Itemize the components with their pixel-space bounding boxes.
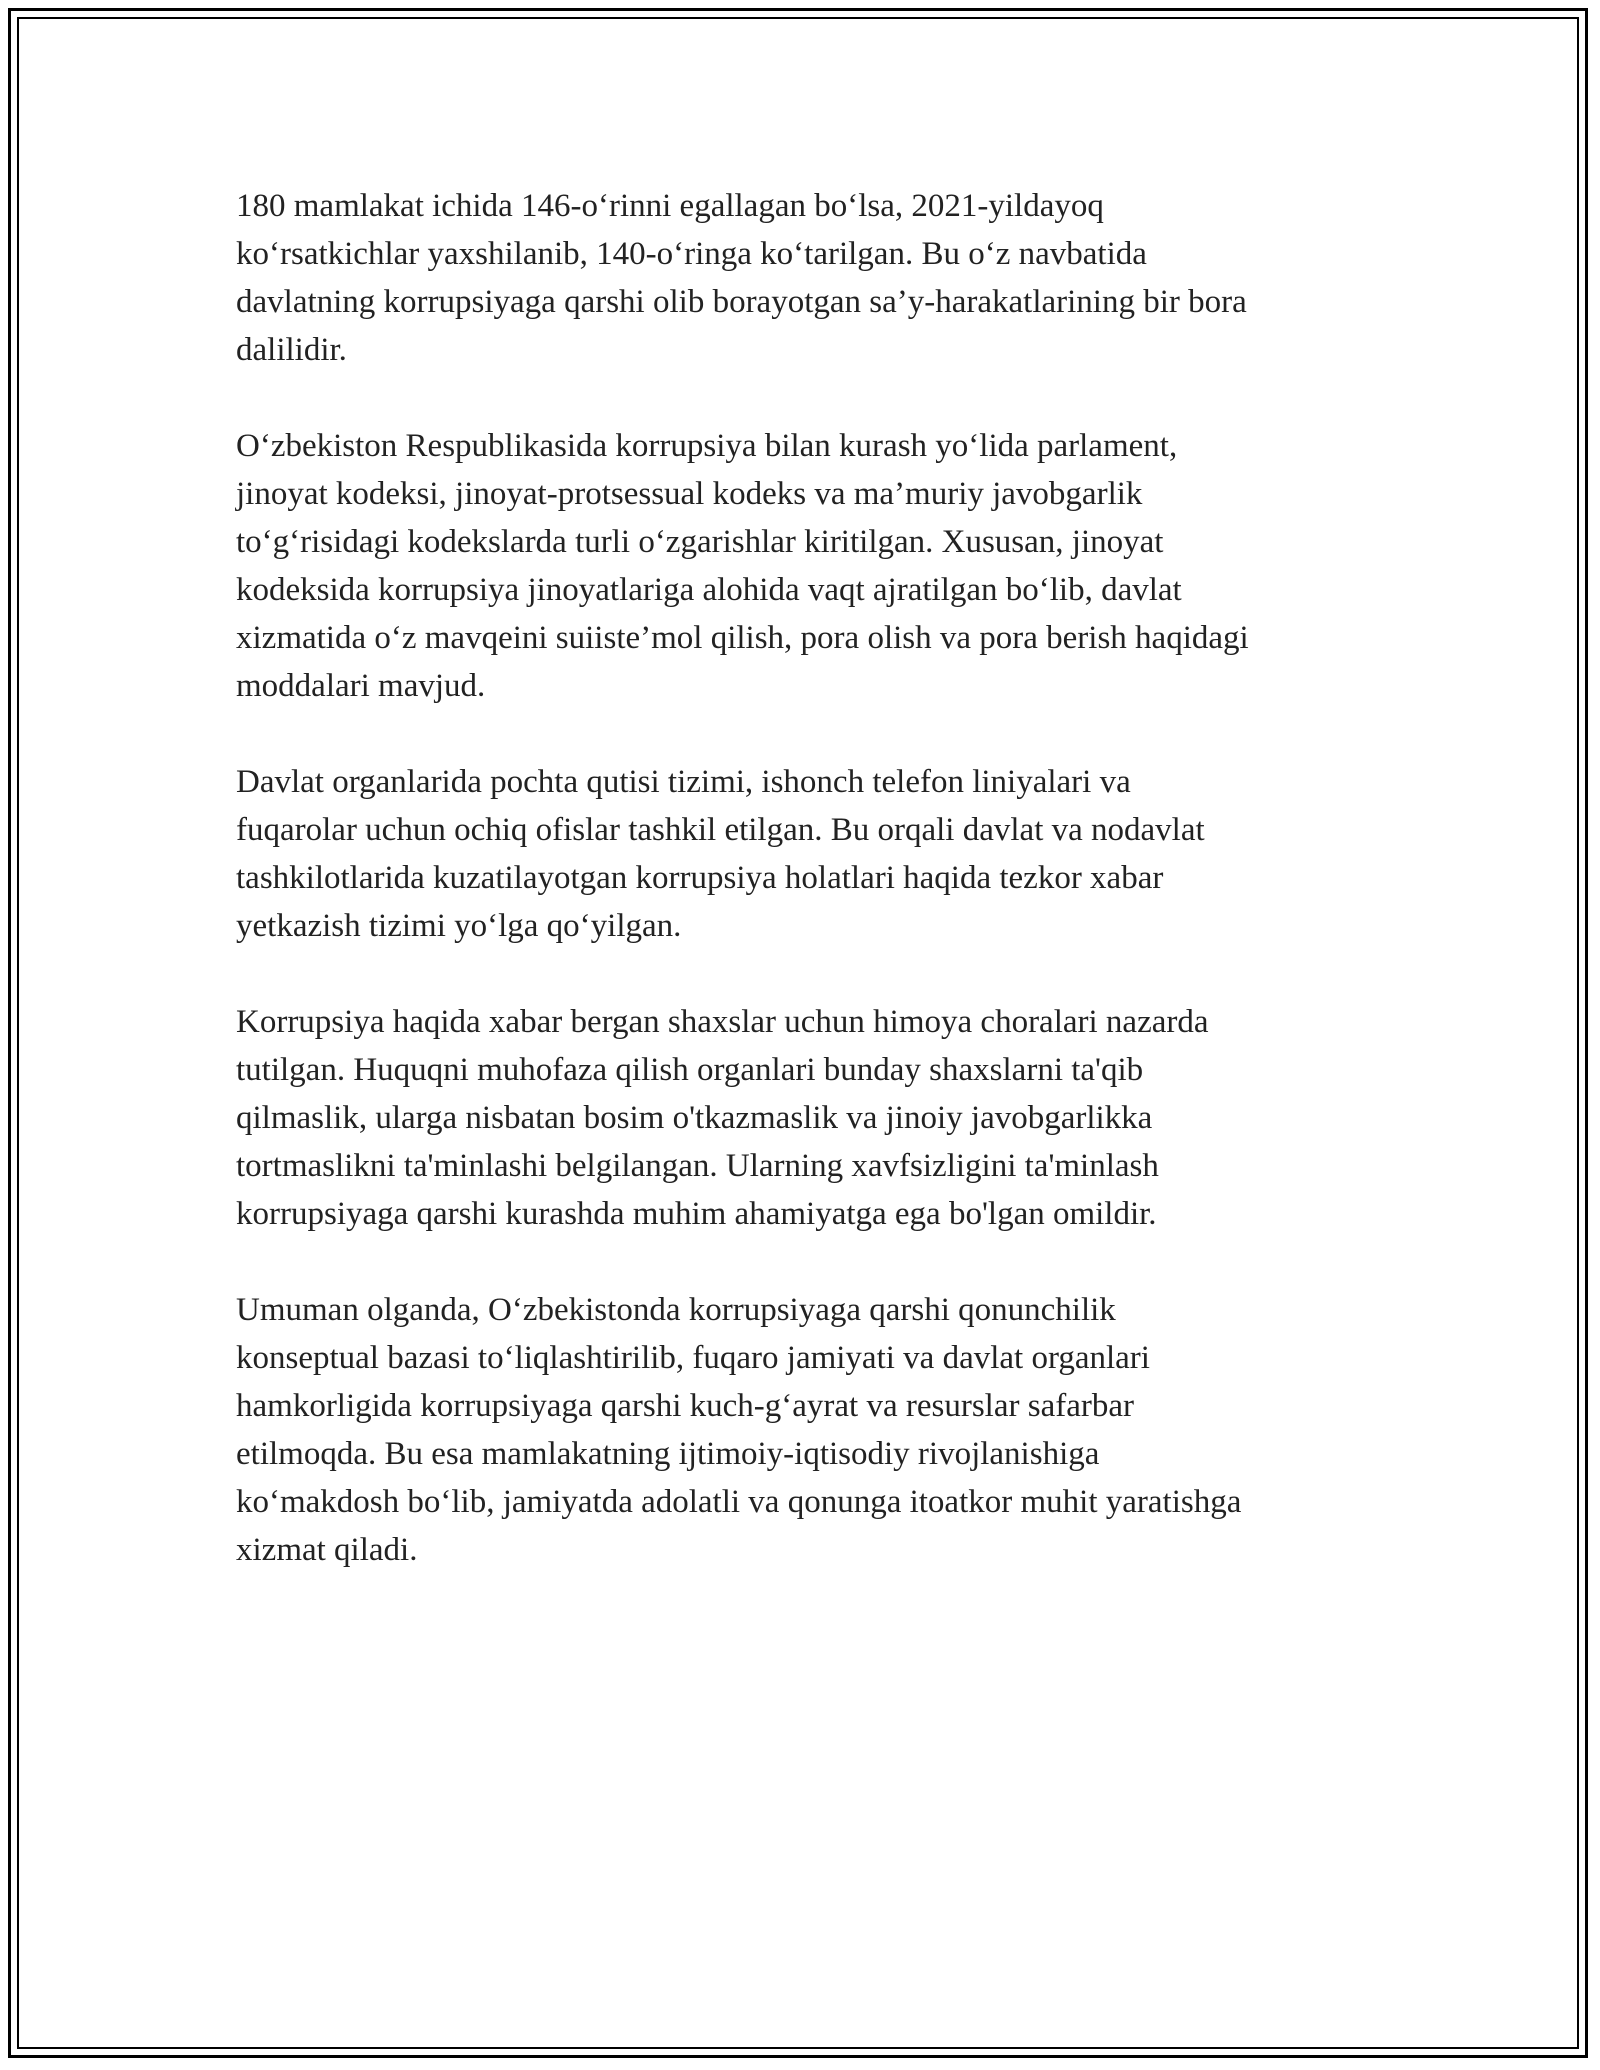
text-line: fuqarolar uchun ochiq ofislar tashkil etilgan. Bu orqali davlat va nodavlat — [236, 812, 1205, 848]
text-line: xizmatida o‘z mavqeini suiiste’mol qilish, pora olish va pora berish haqidagi — [236, 620, 1249, 656]
text-line: konseptual bazasi to‘liqlashtirilib, fuqaro jamiyati va davlat organlari — [236, 1340, 1150, 1376]
text-line: tashkilotlarida kuzatilayotgan korrupsiya holatlari haqida tezkor xabar — [236, 860, 1164, 896]
text-line: jinoyat kodeksi, jinoyat-protsessual kodeks va ma’muriy javobgarlik — [236, 476, 1143, 512]
text-line: Korrupsiya haqida xabar bergan shaxslar uchun himoya choralari nazarda — [236, 1004, 1209, 1040]
paragraph-1 — [236, 182, 1366, 374]
text-line: korrupsiyaga qarshi kurashda muhim ahamiyatga ega bo'lgan omildir. — [236, 1196, 1157, 1232]
text-line: to‘g‘risidagi kodekslarda turli o‘zgarishlar kiritilgan. Xususan, jinoyat — [236, 524, 1164, 560]
text-line: qilmaslik, ularga nisbatan bosim o'tkazmaslik va jinoiy javobgarlikka — [236, 1100, 1153, 1136]
text-line: O‘zbekiston Respublikasida korrupsiya bilan kurash yo‘lida parlament, — [236, 428, 1178, 464]
text-line: xizmat qiladi. — [236, 1532, 418, 1568]
document-body — [236, 182, 1366, 1622]
text-line: tortmaslikni ta'minlashi belgilangan. Ularning xavfsizligini ta'minlash — [236, 1148, 1159, 1184]
paragraph-3 — [236, 758, 1366, 950]
text-line: etilmoqda. Bu esa mamlakatning ijtimoiy-iqtisodiy rivojlanishiga — [236, 1436, 1100, 1472]
text-line: tutilgan. Huquqni muhofaza qilish organlari bunday shaxslarni ta'qib — [236, 1052, 1144, 1088]
text-line: kodeksida korrupsiya jinoyatlariga alohida vaqt ajratilgan bo‘lib, davlat — [236, 572, 1182, 608]
text-line: ko‘makdosh bo‘lib, jamiyatda adolatli va qonunga itoatkor muhit yaratishga — [236, 1484, 1242, 1520]
text-line: dalilidir. — [236, 332, 347, 368]
text-line: davlatning korrupsiyaga qarshi olib borayotgan sa’y-harakatlarining bir bora — [236, 284, 1247, 320]
text-line: moddalari mavjud. — [236, 668, 486, 704]
text-line: Davlat organlarida pochta qutisi tizimi, ishonch telefon liniyalari va — [236, 764, 1131, 800]
text-line: ko‘rsatkichlar yaxshilanib, 140-o‘ringa ko‘tarilgan. Bu o‘z navbatida — [236, 236, 1147, 272]
paragraph-4 — [236, 998, 1366, 1238]
paragraph-5 — [236, 1286, 1366, 1574]
text-line: 180 mamlakat ichida 146-o‘rinni egallagan bo‘lsa, 2021-yildayoq — [236, 188, 1104, 224]
paragraph-2 — [236, 422, 1366, 710]
text-line: yetkazish tizimi yo‘lga qo‘yilgan. — [236, 908, 682, 944]
text-line: Umuman olganda, O‘zbekistonda korrupsiyaga qarshi qonunchilik — [236, 1292, 1116, 1328]
text-line: hamkorligida korrupsiyaga qarshi kuch-g‘ayrat va resurslar safarbar — [236, 1388, 1134, 1424]
